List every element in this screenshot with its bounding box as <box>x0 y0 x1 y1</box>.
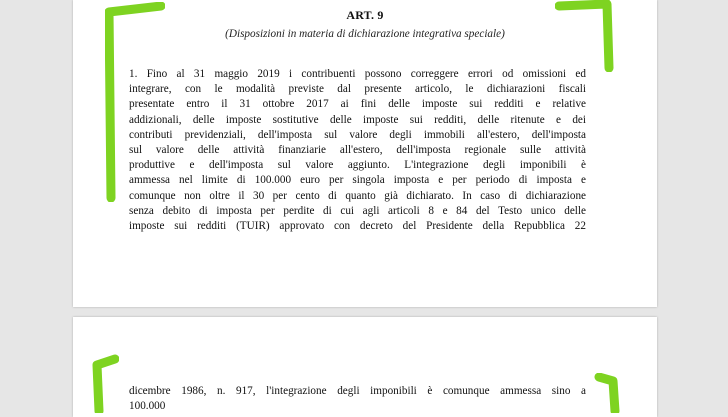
article-body-page-2 <box>129 384 586 414</box>
article-body-page-1 <box>129 67 586 234</box>
text-line: contributi previdenziali, dell'imposta sul valore degli immobili all'estero, dell'imposta <box>129 128 586 141</box>
article-subtitle: (Disposizioni in materia di dichiarazione integrativa speciale) <box>225 28 505 40</box>
green-bracket-right <box>593 373 623 413</box>
article-title: ART. 9 <box>346 8 384 22</box>
document-page-2 <box>73 317 657 417</box>
green-bracket-left <box>89 353 119 413</box>
text-line: 1. Fino al 31 maggio 2019 i contribuenti possono correggere errori od omissioni ed <box>129 68 586 80</box>
text-line: senza debito di imposta per perdite di cui agli articoli 8 e 84 del Testo unico delle <box>129 204 586 217</box>
document-page-1 <box>73 0 657 307</box>
text-line: ammessa nel limite di 100.000 euro per singola imposta e per periodo di imposta e <box>129 174 586 187</box>
text-line: integrare, con le modalità previste dal presente articolo, le dichiarazioni fiscali <box>129 83 586 96</box>
text-line: 100.000 <box>129 400 166 413</box>
text-line: dicembre 1986, n. 917, l'integrazione degli imponibili è comunque ammessa sino a <box>129 385 586 397</box>
text-line: presentate entro il 31 ottobre 2017 ai fini delle imposte sui redditi e relative <box>129 98 586 111</box>
text-line: sul valore delle attività finanziarie all'estero, dell'imposta regionale sulle attività <box>129 144 586 157</box>
text-line: addizionali, delle imposte sostitutive delle imposte sui redditi, delle ritenute e dei <box>129 113 586 126</box>
text-line: comunque non oltre il 30 per cento di quanto già dichiarato. In caso di dichiarazione <box>129 189 586 202</box>
text-line: imposte sui redditi (TUIR) approvato con decreto del Presidente della Repubblica 22 <box>129 220 586 233</box>
text-line: produttive e dell'imposta sul valore aggiunto. L'integrazione degli imponibili è <box>129 159 586 172</box>
